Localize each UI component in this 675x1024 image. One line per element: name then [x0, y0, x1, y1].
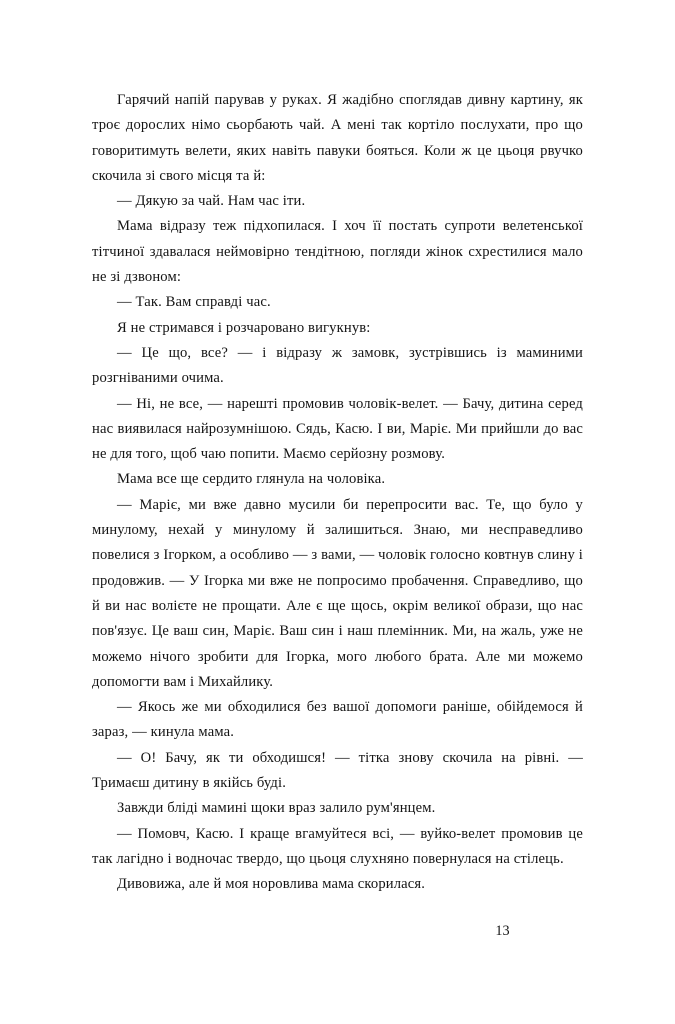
paragraph: — Так. Вам справді час.	[117, 294, 271, 311]
page-number: 13	[495, 923, 510, 939]
paragraph: Завжди бліді мамині щоки враз залило рум'янцем.	[117, 800, 436, 817]
paragraph: — Маріє, ми вже давно мусили би перепросити вас. Те, що було у минулому, нехай у минулому й залишиться. Знаю, ми несправедливо повелися з Ігорком, а особливо — з вами, — чоловік голосно ковтнув слину і продовжив. — У Ігорка ми вже не попросимо пробачення. Справедливо, що й ви нас волієте не прощати. Але є ще щось, окрім великої образи, що нас пов'язує. Це ваш син, Маріє. Ваш син і наш племінник. Ми, на жаль, уже не можемо нічого зробити для Ігорка, мого любого брата. Але ми можемо допомогти вам і Михайлику.	[92, 496, 583, 690]
paragraph: Гарячий напій парував у руках. Я жадібно споглядав дивну картину, як троє дорослих німо сьорбають чай. А мені так кортіло послухати, про що говоритимуть велети, яких навіть павуки бояться. Коли ж це цьоця рвучко скочила зі свого місця та й:	[92, 92, 583, 184]
paragraph: Мама відразу теж підхопилася. І хоч її постать супроти велетенської тітчиної здавалася неймовірно тендітною, погляди жінок схрестилися мало не зі дзвоном:	[92, 218, 583, 286]
paragraph: Дивовижа, але й моя норовлива мама скорилася.	[117, 876, 426, 893]
paragraph: — Це що, все? — і відразу ж замовк, зустрівшись із маминими розгніваними очима.	[92, 344, 583, 387]
paragraph: — Ні, не все, — нарешті промовив чоловік-велет. — Бачу, дитина серед нас виявилася найрозумнішою. Сядь, Касю. І ви, Маріє. Ми прийшли до вас не для того, щоб чаю попити. Маємо серйозну розмову.	[92, 395, 583, 463]
paragraph: Я не стримався і розчаровано вигукнув:	[117, 319, 371, 336]
paragraph: — О! Бачу, як ти обходишся! — тітка знову скочила на рівні. — Тримаєш дитину в якійсь буді.	[92, 749, 583, 792]
paragraph: — Якось же ми обходилися без вашої допомоги раніше, обійдемося й зараз, — кинула мама.	[92, 699, 583, 741]
paragraph: Мама все ще сердито глянула на чоловіка.	[117, 471, 386, 488]
paragraph: — Дякую за чай. Нам час іти.	[117, 193, 306, 210]
page-body-text	[92, 88, 583, 898]
paragraph: — Помовч, Касю. І краще вгамуйтеся всі, — вуйко-велет промовив це так лагідно і водночас твердо, що цьоця слухняно повернулася на стілець.	[92, 825, 583, 867]
